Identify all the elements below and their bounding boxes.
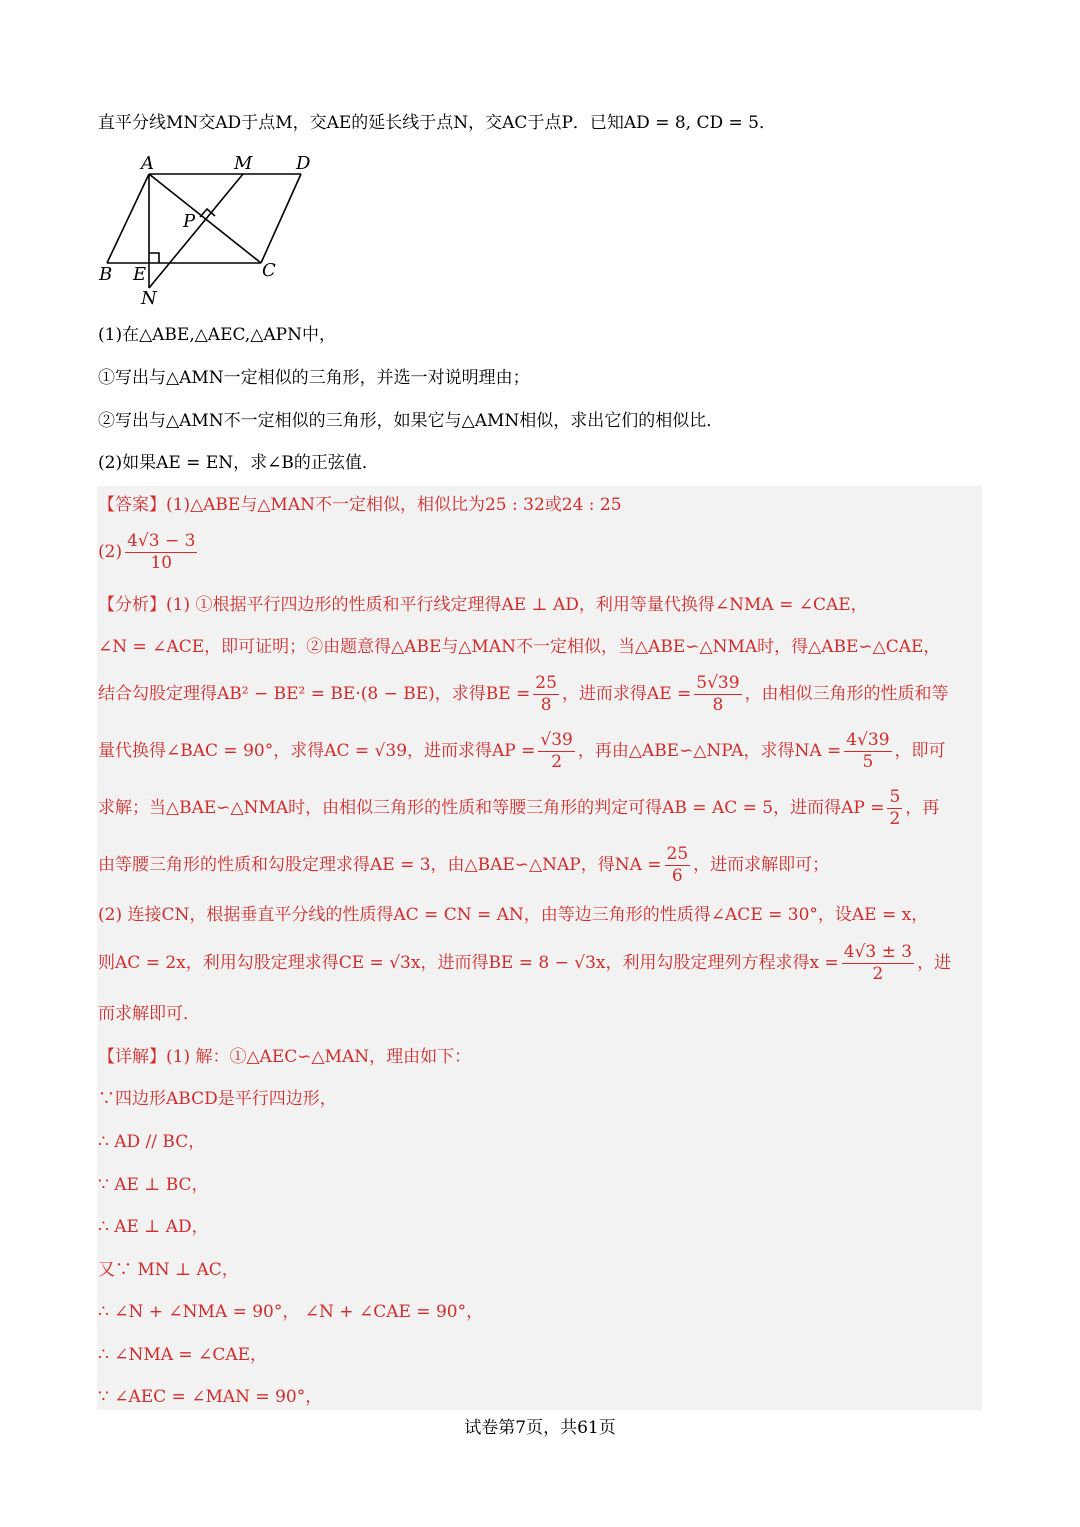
label-e: E xyxy=(133,264,147,285)
label-b: B xyxy=(99,264,113,285)
analysis-line-2: ∠N = ∠ACE，即可证明；②由题意得△ABE与△MAN不一定相似，当△ABE∽△NMA时，得△ABE∽△CAE， xyxy=(98,637,941,657)
detail-line-4: ∵ AE ⊥ BC， xyxy=(98,1175,209,1195)
answer-line-1: 【答案】(1)△ABE与△MAN不一定相似，相似比为25 : 32或24 : 25 xyxy=(98,495,622,515)
analysis-line-5: 求解；当△BAE∽△NMA时，由相似三角形的性质和等腰三角形的判定可得AB = AC = 5，进而得AP = $\frac{5}{2}$ ，再 xyxy=(98,787,940,829)
analysis-line-4: 量代换得∠BAC = 90°，求得AC = √39，进而求得AP = $\frac{√39}{2}$ ，再由△ABE∽△NPA，求得NA = $\frac{4√39}{5}$ ，即可 xyxy=(98,730,946,772)
label-d: D xyxy=(296,153,311,174)
analysis-line-1: 【分析】(1) ①根据平行四边形的性质和平行线定理得AE ⊥ AD，利用等量代换得∠NMA = ∠CAE， xyxy=(98,595,868,615)
label-c: C xyxy=(262,260,276,281)
detail-line-5: ∴ AE ⊥ AD， xyxy=(98,1217,209,1237)
fraction-be: $\frac{25}{8}$ xyxy=(535,673,557,715)
segment-ac xyxy=(149,174,261,263)
label-m: M xyxy=(234,153,253,174)
fraction-x: $\frac{4√3 \pm 3}{2}$ xyxy=(843,942,913,984)
question-1a: ①写出与△AMN一定相似的三角形，并选一对说明理由； xyxy=(98,368,530,388)
label-a: A xyxy=(141,153,154,174)
analysis-line-9: 而求解即可． xyxy=(98,1004,200,1024)
detail-line-1: 【详解】(1) 解：①△AEC∽△MAN，理由如下： xyxy=(98,1047,472,1067)
answer-line-2 xyxy=(98,533,200,572)
answer-2-fraction: $\frac{4√3 - 3}{10}$ xyxy=(127,531,196,573)
right-angle-e xyxy=(149,253,159,263)
detail-line-3: ∴ AD // BC， xyxy=(98,1132,206,1152)
analysis-line-7: (2) 连接CN，根据垂直平分线的性质得AC = CN = AN，由等边三角形的性质得∠ACE = 30°，设AE = x， xyxy=(98,905,929,925)
label-p: P xyxy=(183,211,196,232)
question-1b: ②写出与△AMN不一定相似的三角形，如果它与△AMN相似，求出它们的相似比． xyxy=(98,411,724,431)
fraction-ap-2: $\frac{5}{2}$ xyxy=(889,787,901,829)
edge-ab xyxy=(107,174,149,263)
question-2: (2)如果AE = EN，求∠B的正弦值． xyxy=(98,453,379,473)
detail-line-8: ∴ ∠NMA = ∠CAE， xyxy=(98,1345,268,1365)
edge-dc xyxy=(261,174,301,263)
label-n: N xyxy=(141,288,157,309)
detail-line-7: ∴ ∠N + ∠NMA = 90°， ∠N + ∠CAE = 90°， xyxy=(98,1302,484,1322)
analysis-line-8: 则AC = 2x，利用勾股定理求得CE = √3x，进而得BE = 8 − √3x，利用勾股定理列方程求得x = $\frac{4√3 \pm 3}{2}$ ，进 xyxy=(98,942,952,984)
fraction-ae: $\frac{5√39}{8}$ xyxy=(696,673,740,715)
segment-mn xyxy=(149,174,243,288)
analysis-line-3: 结合勾股定理得AB² − BE² = BE·(8 − BE)，求得BE = $\frac{25}{8}$ ，进而求得AE = $\frac{5√39}{8}$ ，由相似三角形的性质和等 xyxy=(98,673,949,715)
fraction-na: $\frac{4√39}{5}$ xyxy=(846,730,890,772)
detail-line-6: 又∵ MN ⊥ AC， xyxy=(98,1260,239,1280)
fraction-ap: $\frac{√39}{2}$ xyxy=(540,730,573,772)
analysis-line-6: 由等腰三角形的性质和勾股定理求得AE = 3，由△BAE∽△NAP，得NA = $\frac{25}{6}$ ，进而求解即可； xyxy=(98,844,830,886)
detail-line-9: ∵ ∠AEC = ∠MAN = 90°， xyxy=(98,1387,323,1407)
detail-line-2: ∵四边形ABCD是平行四边形， xyxy=(98,1089,337,1109)
problem-intro: 直平分线MN交AD于点M，交AE的延长线于点N，交AC于点P．已知AD = 8, CD = 5． xyxy=(98,113,776,133)
fraction-na-2: $\frac{25}{6}$ xyxy=(666,844,689,886)
page-footer: 试卷第7页，共61页 xyxy=(464,1418,616,1438)
parallelogram-figure xyxy=(96,150,326,310)
answer-2-prefix: (2) xyxy=(98,542,123,562)
question-1: (1)在△ABE,△AEC,△APN中， xyxy=(98,325,336,345)
